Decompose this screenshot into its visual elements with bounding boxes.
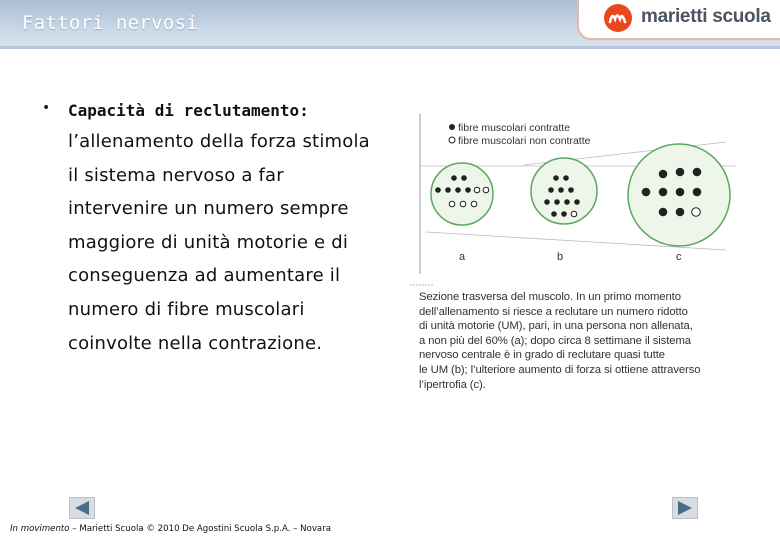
muscle-cross-section-figure (406, 108, 756, 290)
legend-contracted-icon (449, 124, 455, 130)
caption-text: le UM (b); l’ulteriore aumento di forza si ottiene attraverso (419, 363, 701, 376)
section-heading: Capacità di reclutamento: (68, 101, 309, 120)
brand-logo-text: marietti scuola (641, 6, 771, 27)
figure-label-a: a (459, 251, 466, 263)
body-line: conseguenza ad aumentare il (68, 265, 341, 287)
bullet-icon: • (42, 100, 51, 116)
brand-logo (577, 0, 780, 40)
previous-slide-button[interactable] (69, 497, 95, 519)
caption-text: In un primo momento (576, 291, 681, 303)
footer-credit (10, 524, 331, 534)
figure-caption (419, 290, 749, 392)
body-line: coinvolte nella contrazione. (68, 332, 323, 354)
body-line: intervenire un numero sempre (68, 198, 349, 220)
body-line: numero di fibre muscolari (68, 298, 305, 320)
brand-logo-icon (603, 3, 635, 33)
caption-text: a non più del 60% (a); dopo circa 8 settimane il sistema (419, 334, 691, 347)
legend-noncontracted-label: fibre muscolari non contratte (458, 135, 591, 147)
caption-text: dell’allenamento si riesce a reclutare un numero ridotto (419, 305, 688, 318)
caption-text: nervoso centrale è in grado di reclutare quasi tutte (419, 349, 665, 362)
caption-text: l’ipertrofia (c). (419, 378, 486, 391)
figure-label-c: c (676, 251, 682, 263)
next-slide-button[interactable] (672, 497, 698, 519)
footer-text: – Marietti Scuola © 2010 De Agostini Scuola S.p.A. – Novara (72, 524, 331, 534)
footer-book-title: In movimento (10, 524, 70, 534)
header-divider (0, 46, 780, 49)
figure-label-b: b (557, 251, 564, 263)
legend-contracted-label: fibre muscolari contratte (458, 122, 571, 134)
arrow-left-icon (74, 501, 90, 515)
caption-text: di unità motorie (UM), pari, in una persona non allenata, (419, 320, 693, 333)
body-line: l’allenamento della forza stimola (68, 131, 370, 152)
page-title: Fattori nervosi (22, 12, 199, 34)
section-circle-a (431, 163, 493, 225)
arrow-right-icon (677, 501, 693, 515)
body-text (68, 131, 408, 366)
caption-lead: Sezione trasversa del muscolo. (419, 291, 573, 303)
body-line: il sistema nervoso a far (68, 164, 284, 186)
body-line: maggiore di unità motorie e di (68, 231, 349, 253)
legend-noncontracted-icon (449, 137, 455, 143)
